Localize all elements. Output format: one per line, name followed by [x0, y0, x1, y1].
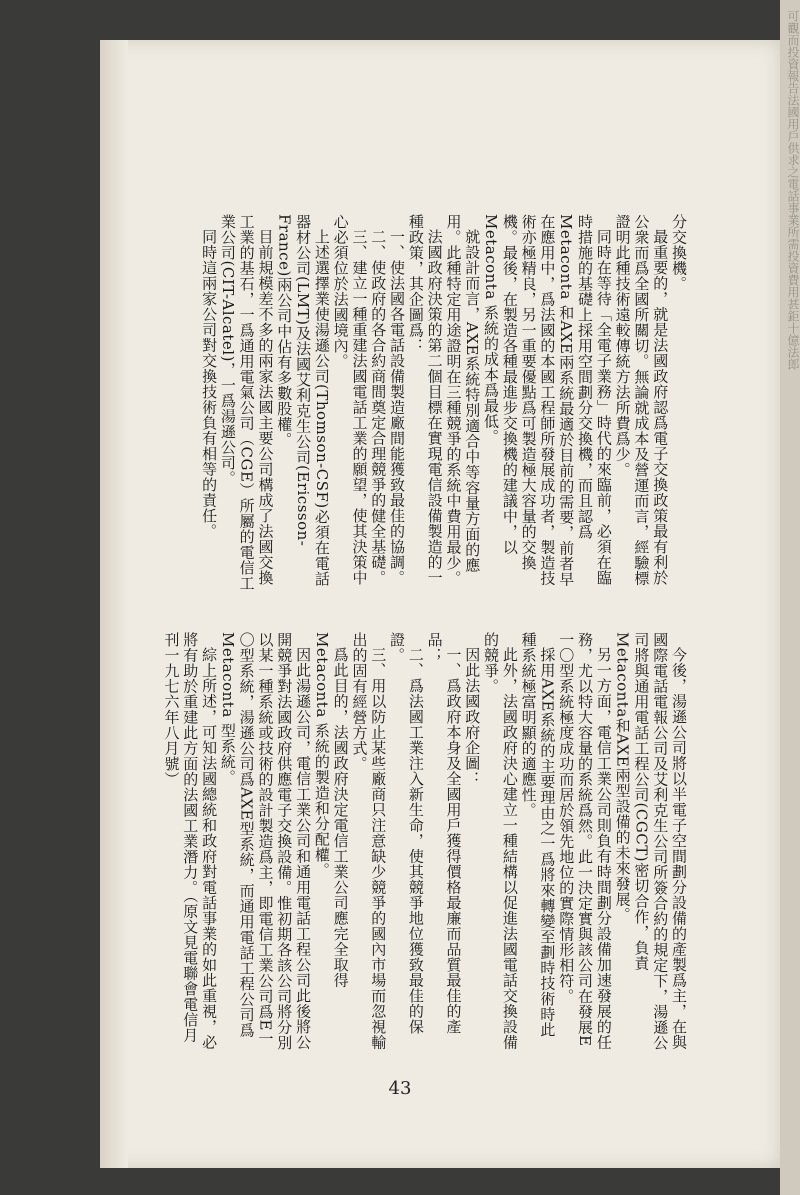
- list-item: 一、使法國各電話設備製造廠間能獲致最佳的協調。: [388, 229, 407, 586]
- adjacent-page-text: 可觀而投資報告法國用戶供求之電話事業所需投資費用甚鉅十億法郎: [786, 10, 800, 370]
- list-item: 一、爲政府本身及全國用戶獲得價格最廉而品質最佳的產品；: [425, 632, 463, 1035]
- paragraph: 最重要的，就是法國政府認爲電子交換政策最有利於公衆而爲全國所關切。無論就成本及營運而言，經驗標證明此種技術遠較傳統方法所費爲少。: [613, 214, 670, 586]
- paragraph: 此外，法國政府決心建立一種結構以促進法國電話交換設備的競爭。: [482, 632, 519, 1050]
- upper-text-block: [114, 214, 688, 598]
- paragraph: 分交換機。: [670, 214, 688, 292]
- paragraph: 同時這兩家公司對交換技術負有相等的責任。: [200, 229, 219, 539]
- paragraph: 同時在等待「全電子業務」時代的來臨前，必須在臨時措施的基礎上採用空間劃分交換機，而且認爲Metaconta 和AXE兩系統最適於目前的需要，前者早在應用中，爲法國的本國工程師所發展成功者，製造技術亦極精良，另一重要優點爲可製造極大容量的交換機。最後，在製造各種最進步交換機的建議中，以Metaconta 系統的成本爲最低。: [482, 214, 613, 587]
- page-spine-shadow: [100, 40, 128, 1168]
- page-number: 43: [388, 1078, 412, 1099]
- lower-text-block: [162, 632, 688, 1052]
- paragraph: 就設計而言，AXE系統特別適合中等容量方面的應用。此種特定用途證明在三種競爭的系統中費用最少。: [444, 214, 482, 586]
- paragraph: 綜上所述，可知法國總統和政府對電話事業的如此重視，必將有助於重建此方面的法國工業潛力。（原文見電聯會電信月刊一九七六年八月號）: [162, 632, 219, 1050]
- paragraph: 因此法國政府企圖：: [463, 647, 482, 787]
- adjacent-page-edge: [780, 0, 800, 1195]
- paragraph: 爲此目的，法國政府決定電信工業公司應完全取得Metaconta 系統的製造和分配權。: [312, 632, 350, 988]
- list-item: 三、建立一種重建法國電話工業的願望，使其決策中心必須位於法國境內。: [331, 214, 369, 586]
- paragraph: 另一方面，電信工業公司則負有時間劃分設備加速發展的任務，尤以特大容量的系統爲然。此一決定實與該公司在發展E一〇型系統極度成功而居於領先地位的實際情形相符。: [557, 632, 613, 1050]
- paragraph: 法國政府決策的第二個目標在實現電信設備製造的一種政策，其企圖爲：: [406, 214, 444, 586]
- paragraph: 今後，湯遜公司將以半電子空間劃分設備的產製爲主，在與國際電話電報公司及艾利克生公司所簽合約的規定下，湯遜公司將與通用電話工程公司(CGCT)密切合作，負責Metaconta和AXE兩型設備的未來發展。: [613, 632, 688, 1051]
- paragraph: 採用AXE系統的主要理由之一爲將來轉變至劃時技術時此種系統極富明顯的適應性。: [519, 632, 557, 1038]
- list-item: 二、使政府的各合約商間奠定合理競爭的健全基礎。: [369, 229, 388, 586]
- paragraph: 上述選擇業使湯遜公司(Thomson-CSF)必須在電話器材公司(LMT)及法國艾利克生公司(Ericsson-France)兩公司中佔有多數股權。: [275, 214, 331, 587]
- list-item: 三、用以防止某些廠商只注意缺少競爭的國內市場而忽視輸出的固有經營方式。: [350, 632, 388, 1050]
- list-item: 二、爲法國工業注入新生命，使其競爭地位獲致最佳的保證。: [388, 632, 425, 1035]
- paragraph: 因此湯遜公司，電信工業公司和通用電話工程公司此後將公開競爭對法國政府供應電子交換設備。惟初期各該公司將分別以某一種系統或技術的設計製造爲主，即電信工業公司爲E一〇型系統，湯遜公司爲AXE型系統，而通用電話工程公司爲Metaconta 型系統。: [218, 632, 313, 1051]
- paragraph: 目前規模差不多的兩家法國主要公司構成了法國交換工業的基石，一爲通用電氣公司（CGE）所屬的電信工業公司(CIT-Alcatel)，一爲湯遜公司。: [218, 214, 275, 591]
